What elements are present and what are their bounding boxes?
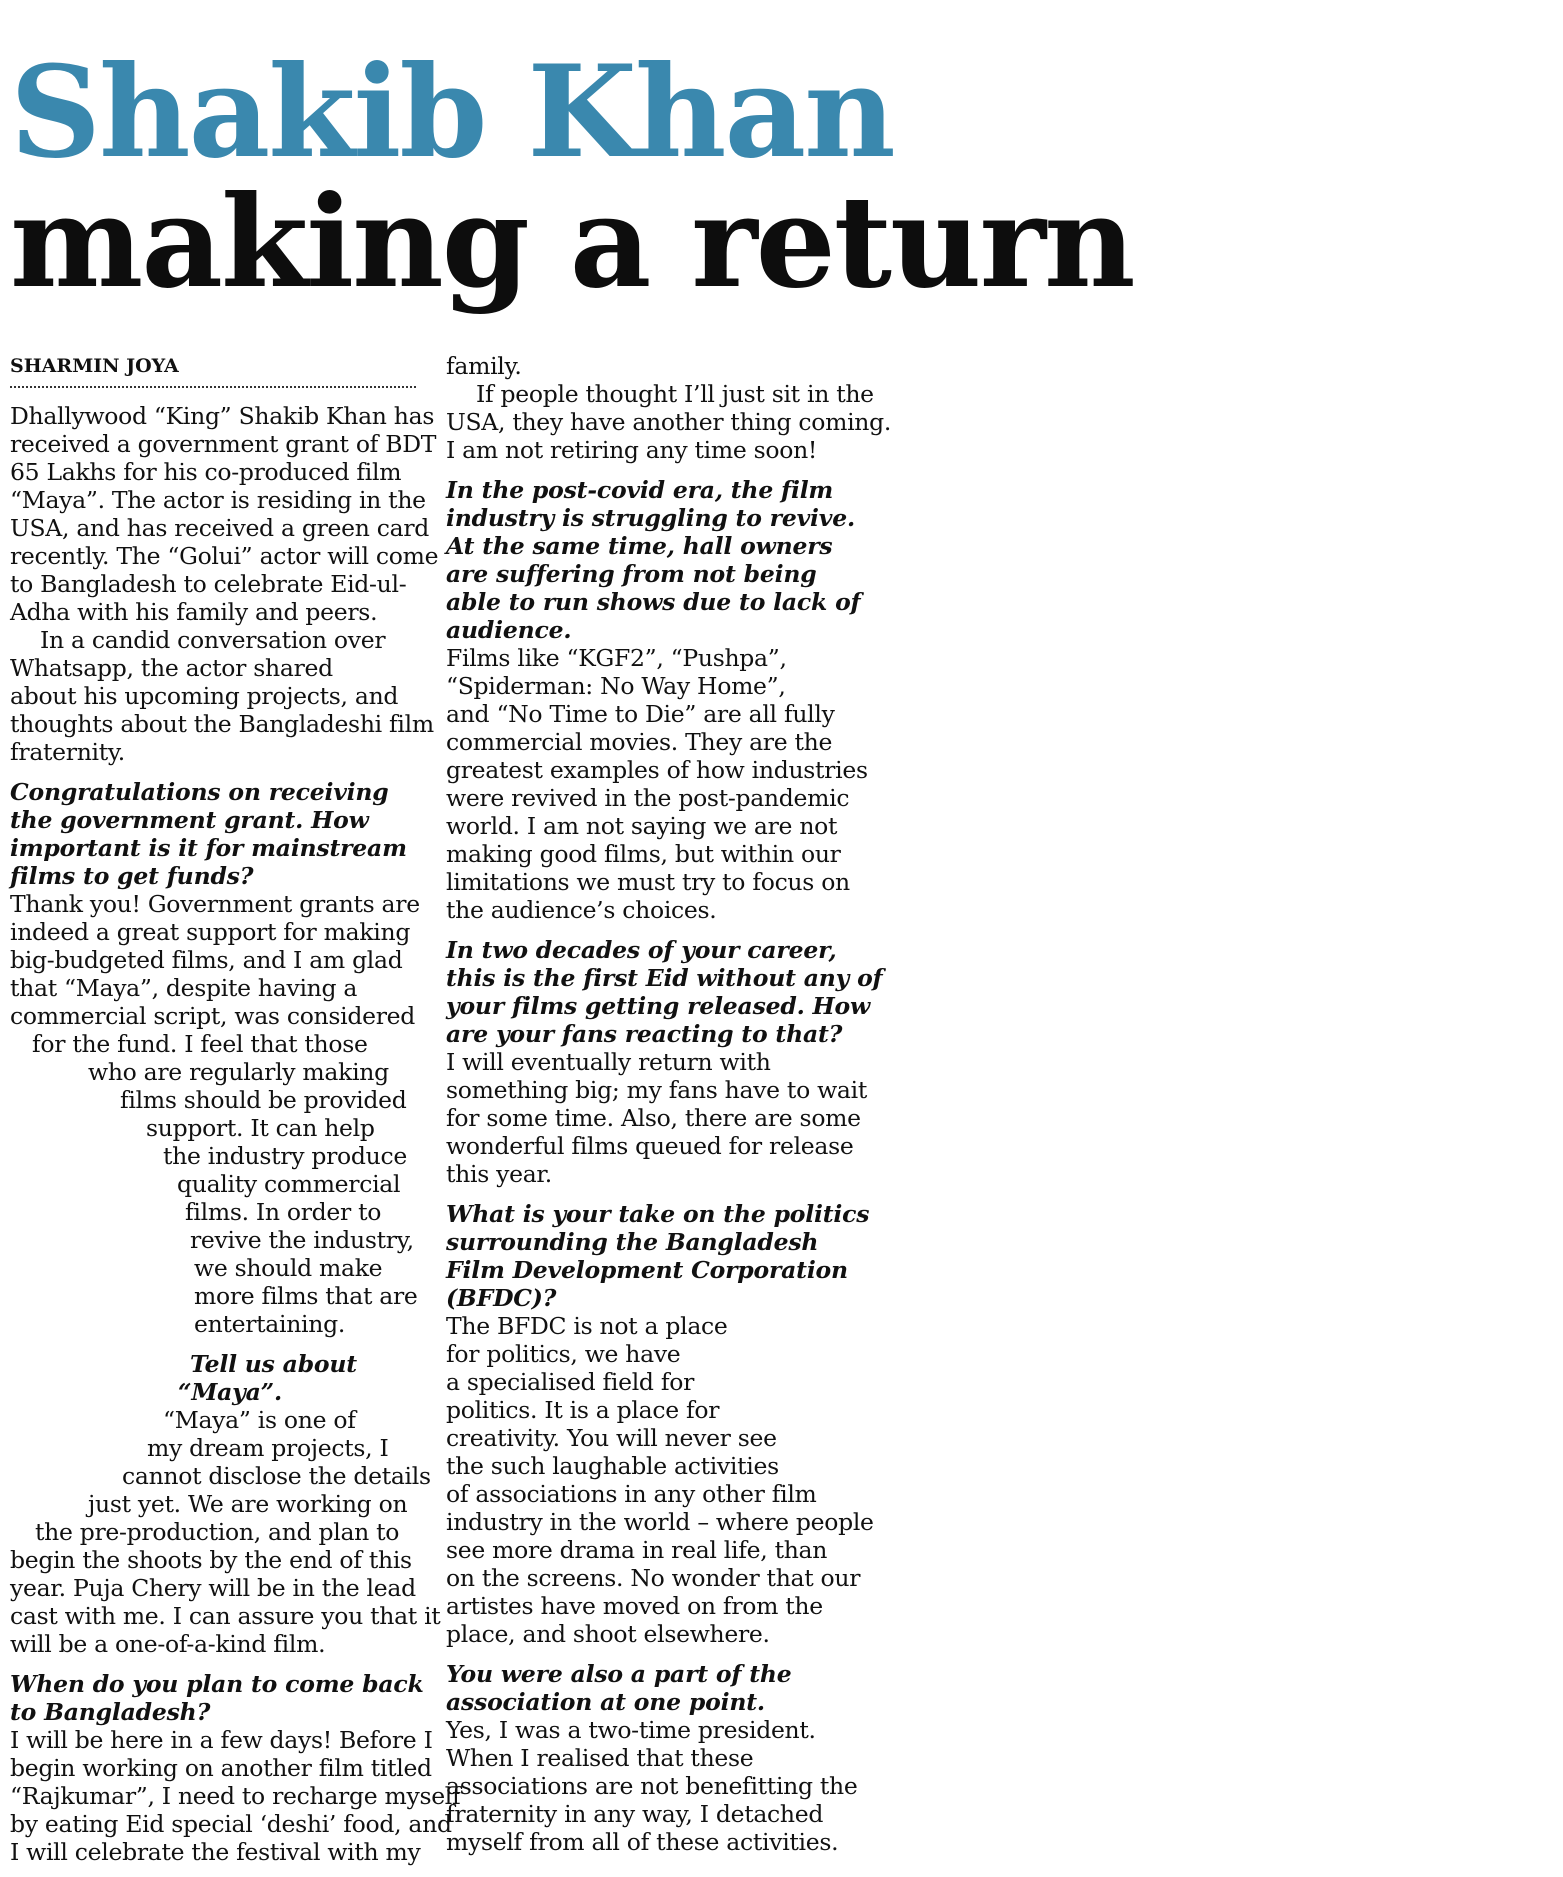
body-paragraph [10,402,439,766]
paragraph-gap [446,1648,854,1660]
text-line: thoughts about the Bangladeshi film [10,710,434,738]
interview-question [446,476,861,644]
text-line: creativity. You will never see [446,1424,777,1452]
text-line: were revived in the post-pandemic [446,784,850,812]
text-line: “Maya”. The actor is residing in the [10,486,426,514]
text-line: When I realised that these [446,1744,754,1772]
text-line: Congratulations on receiving [10,778,389,806]
text-line: big-budgeted films, and I am glad [10,946,403,974]
text-line: are your fans reacting to that? [446,1020,843,1048]
text-line: Tell us about [190,1350,357,1378]
text-line: I will be here in a few days! Before I [10,1726,433,1754]
interview-question [10,1670,424,1726]
text-line: that “Maya”, despite having a [10,974,358,1002]
text-line: see more drama in real life, than [446,1536,828,1564]
text-line: cast with me. I can assure you that it [10,1602,441,1630]
text-line: You were also a part of the [446,1660,792,1688]
text-line: Film Development Corporation [446,1256,848,1284]
text-line: this year. [446,1160,552,1188]
text-line: At the same time, hall owners [446,532,833,560]
text-line: cannot disclose the details [122,1462,431,1490]
paragraph-gap [446,924,854,936]
text-line: the audience’s choices. [446,896,717,924]
text-line: films should be provided [120,1086,407,1114]
interview-question [446,1660,854,1716]
text-line: able to run shows due to lack of [446,588,861,616]
text-line: for some time. Also, there are some [446,1104,861,1132]
text-line: When do you plan to come back [10,1670,424,1698]
text-line: (BFDC)? [446,1284,557,1312]
text-line: The BFDC is not a place [446,1312,728,1340]
text-line: audience. [446,616,572,644]
text-line: on the screens. No wonder that our [446,1564,861,1592]
text-line: Yes, I was a two-time president. [446,1716,816,1744]
paragraph-gap [446,1188,854,1200]
text-line: recently. The “Golui” actor will come [10,542,439,570]
text-line: “Maya”. [178,1378,282,1406]
text-line: “Rajkumar”, I need to recharge myself [10,1782,461,1810]
column-2-body [446,352,892,1856]
text-line: this is the first Eid without any of [446,964,883,992]
text-line: received a government grant of BDT [10,430,437,458]
headline-line-2: making a return [10,168,1134,316]
headline-line-1: Shakib Khan [10,38,894,186]
text-line: politics. It is a place for [446,1396,720,1424]
text-line: Thank you! Government grants are [10,890,420,918]
text-line: entertaining. [194,1310,345,1338]
byline-divider [10,386,416,388]
text-line: year. Puja Chery will be in the lead [10,1574,416,1602]
text-line: more films that are [194,1282,418,1310]
text-line: I am not retiring any time soon! [446,436,818,464]
text-line: we should make [194,1254,383,1282]
text-line: industry in the world – where people [446,1508,874,1536]
text-line: and “No Time to Die” are all fully [446,700,835,728]
text-line: limitations we must try to focus on [446,868,850,896]
text-line: commercial movies. They are the [446,728,833,756]
text-line: If people thought I’ll just sit in the [476,380,874,408]
text-line: the government grant. How [10,806,369,834]
text-line: who are regularly making [88,1058,389,1086]
text-line: artistes have moved on from the [446,1592,823,1620]
text-line: begin working on another film titled [10,1754,432,1782]
text-line: surrounding the Bangladesh [446,1228,819,1256]
text-line: association at one point. [446,1688,765,1716]
text-line: just yet. We are working on [88,1490,408,1518]
text-line: In the post-covid era, the film [446,476,834,504]
paragraph-gap [10,1338,418,1350]
text-line: USA, they have another thing coming. [446,408,892,436]
text-line: greatest examples of how industries [446,756,868,784]
body-paragraph [446,1312,874,1648]
text-line: to Bangladesh? [10,1698,211,1726]
article-column-1 [10,352,461,1866]
text-line: Dhallywood “King” Shakib Khan has [10,402,435,430]
text-line: world. I am not saying we are not [446,812,838,840]
paragraph-gap [446,464,854,476]
text-line: the pre-production, and plan to [35,1518,400,1546]
text-line: support. It can help [146,1114,375,1142]
text-line: for politics, we have [446,1340,681,1368]
interview-question [10,1350,418,1406]
text-line: myself from all of these activities. [446,1828,839,1856]
text-line: associations are not benefitting the [446,1772,858,1800]
text-line: films to get funds? [10,862,254,890]
text-line: the such laughable activities [446,1452,779,1480]
interview-question [446,1200,870,1312]
text-line: place, and shoot elsewhere. [446,1620,770,1648]
text-line: are suffering from not being [446,560,817,588]
text-line: “Spiderman: No Way Home”, [446,672,786,700]
text-line: fraternity in any way, I detached [446,1800,824,1828]
text-line: a specialised field for [446,1368,695,1396]
body-paragraph [446,1048,867,1188]
text-line: films. In order to [185,1198,382,1226]
text-line: about his upcoming projects, and [10,682,399,710]
text-line: I will eventually return with [446,1048,771,1076]
article-column-2 [446,352,892,1856]
text-line: I will celebrate the festival with my [10,1838,421,1866]
text-line: commercial script, was considered [10,1002,415,1030]
body-paragraph [10,890,418,1338]
paragraph-gap [10,766,418,778]
body-paragraph [10,1726,461,1866]
text-line: by eating Eid special ‘deshi’ food, and [10,1810,452,1838]
text-line: USA, and has received a green card [10,514,429,542]
text-line: wonderful films queued for release [446,1132,854,1160]
text-line: In a candid conversation over [40,626,386,654]
body-paragraph [446,1716,858,1856]
text-line: something big; my fans have to wait [446,1076,867,1104]
text-line: What is your take on the politics [446,1200,870,1228]
byline: SHARMIN JOYA [10,355,179,377]
text-line: Whatsapp, the actor shared [10,654,333,682]
column-1-body [10,402,461,1866]
text-line: will be a one-of-a-kind film. [10,1630,326,1658]
text-line: to Bangladesh to celebrate Eid-ul- [10,570,407,598]
text-line: Films like “KGF2”, “Pushpa”, [446,644,787,672]
text-line: indeed a great support for making [10,918,411,946]
text-line: “Maya” is one of [163,1406,356,1434]
body-paragraph [446,352,892,464]
text-line: quality commercial [177,1170,401,1198]
text-line: making good films, but within our [446,840,841,868]
body-paragraph [10,1406,441,1658]
text-line: my dream projects, I [147,1434,389,1462]
text-line: the industry produce [163,1142,407,1170]
text-line: Adha with his family and peers. [10,598,378,626]
text-line: industry is struggling to revive. [446,504,855,532]
interview-question [10,778,418,890]
text-line: begin the shoots by the end of this [10,1546,412,1574]
text-line: of associations in any other film [446,1480,817,1508]
text-line: important is it for mainstream [10,834,407,862]
paragraph-gap [10,1658,418,1670]
text-line: revive the industry, [190,1226,414,1254]
text-line: 65 Lakhs for his co-produced film [10,458,402,486]
body-paragraph [446,644,868,924]
text-line: In two decades of your career, [446,936,837,964]
text-line: for the fund. I feel that those [32,1030,368,1058]
text-line: fraternity. [10,738,125,766]
text-line: family. [446,352,522,380]
interview-question [446,936,883,1048]
text-line: your films getting released. How [446,992,871,1020]
